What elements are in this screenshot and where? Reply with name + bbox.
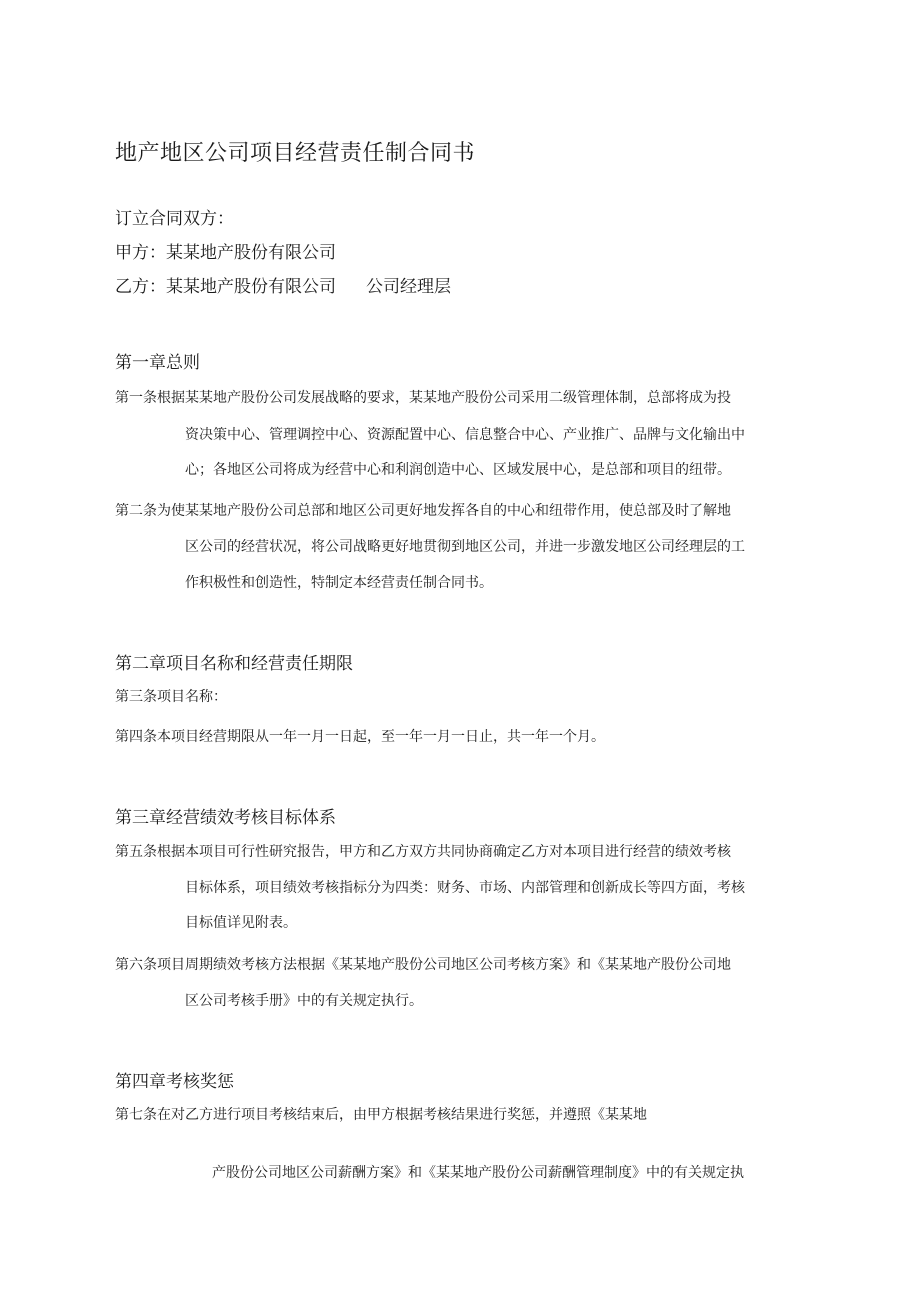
article-6-line-1: 第六条项目周期绩效考核方法根据《某某地产股份公司地区公司考核方案》和《某某地产股份公司地 (115, 957, 731, 973)
parties-intro: 订立合同双方： (115, 209, 234, 229)
article-1-line-2: 资决策中心、管理调控中心、资源配置中心、信息整合中心、产业推广、品牌与文化输出中 (185, 427, 745, 443)
article-1-line-1: 第一条根据某某地产股份公司发展战略的要求，某某地产股份公司采用二级管理体制，总部将成为投 (115, 390, 731, 406)
article-7-line-2: 产股份公司地区公司薪酬方案》和《某某地产股份公司薪酬管理制度》中的有关规定执 (212, 1165, 744, 1181)
chapter-4-heading: 第四章考核奖惩 (115, 1072, 234, 1092)
article-1-line-3: 心；各地区公司将成为经营中心和利润创造中心、区域发展中心，是总部和项目的纽带。 (185, 462, 731, 478)
party-b-suffix: 公司经理层 (366, 277, 451, 297)
chapter-2-heading: 第二章项目名称和经营责任期限 (115, 654, 353, 674)
party-b-name: 乙方：某某地产股份有限公司 (115, 277, 336, 297)
article-5-line-3: 目标值详见附表。 (185, 915, 297, 931)
article-5-line-2: 目标体系，项目绩效考核指标分为四类：财务、市场、内部管理和创新成长等四方面，考核 (185, 880, 745, 896)
article-7-line-1: 第七条在对乙方进行项目考核结束后，由甲方根据考核结果进行奖惩，并遵照《某某地 (115, 1107, 647, 1123)
party-a: 甲方：某某地产股份有限公司 (115, 243, 336, 263)
article-5-line-1: 第五条根据本项目可行性研究报告，甲方和乙方双方共同协商确定乙方对本项目进行经营的绩效考核 (115, 844, 731, 860)
document-title: 地产地区公司项目经营责任制合同书 (115, 141, 476, 166)
article-2-line-2: 区公司的经营状况，将公司战略更好地贯彻到地区公司，并进一步激发地区公司经理层的工 (185, 539, 745, 555)
article-2-line-1: 第二条为使某某地产股份公司总部和地区公司更好地发挥各自的中心和纽带作用，使总部及时了解地 (115, 503, 731, 519)
chapter-3-heading: 第三章经营绩效考核目标体系 (115, 808, 336, 828)
article-4: 第四条本项目经营期限从一年一月一日起，至一年一月一日止，共一年一个月。 (115, 729, 605, 745)
article-3: 第三条项目名称： (115, 689, 227, 705)
article-6-line-2: 区公司考核手册》中的有关规定执行。 (185, 993, 423, 1009)
party-b (115, 272, 451, 297)
chapter-1-heading: 第一章总则 (115, 353, 200, 373)
article-2-line-3: 作积极性和创造性，特制定本经营责任制合同书。 (185, 575, 493, 591)
